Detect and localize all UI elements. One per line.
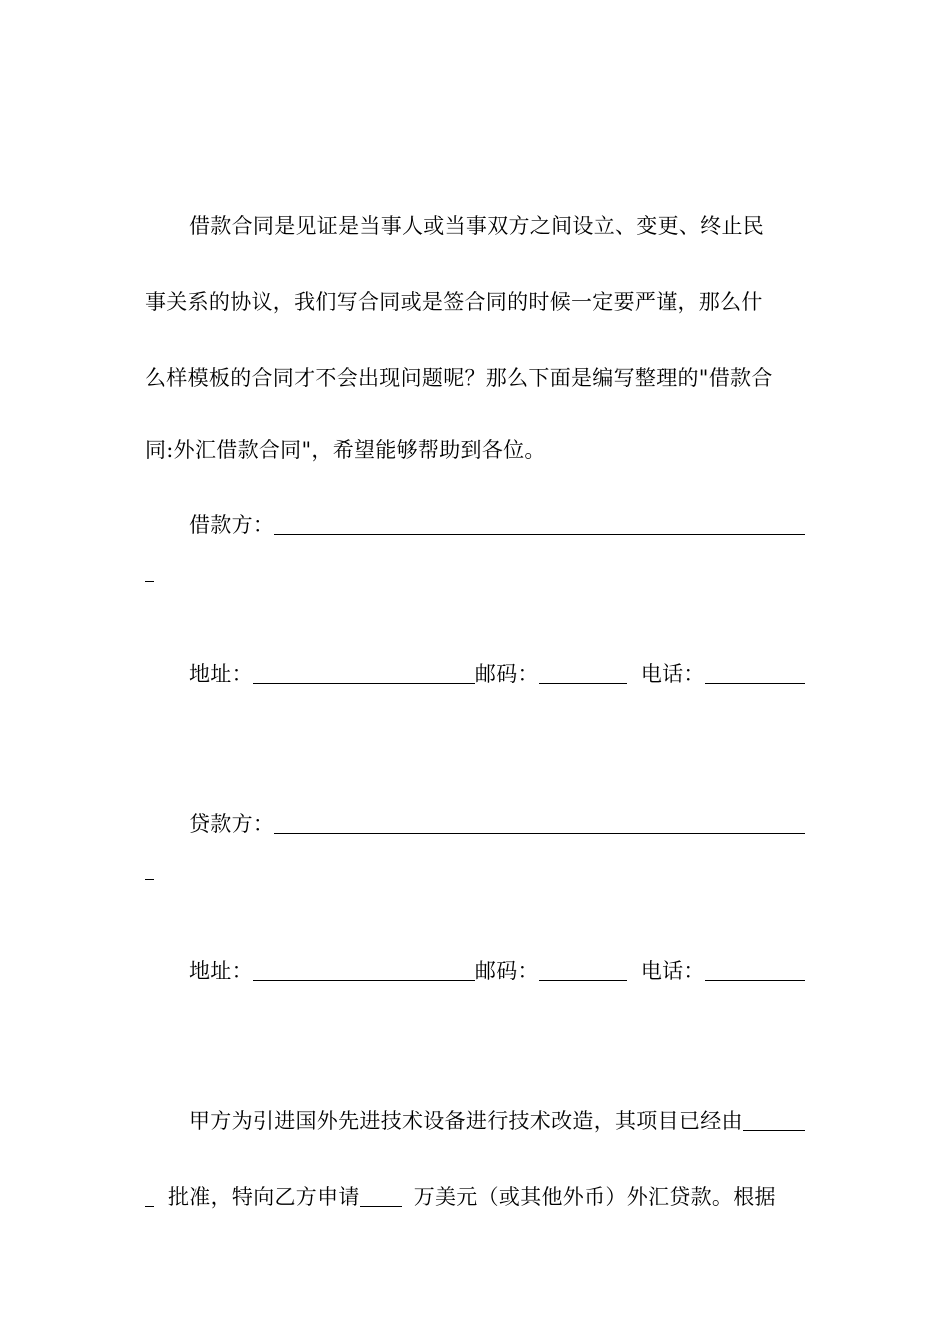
intro-paragraph-line-4: 同:外汇借款合同"，希望能够帮助到各位。 bbox=[145, 438, 546, 462]
borrower-phone-blank[interactable] bbox=[705, 663, 805, 684]
borrower-blank-continuation bbox=[145, 581, 154, 582]
intro-paragraph-line-1: 借款合同是见证是当事人或当事双方之间设立、变更、终止民 bbox=[189, 214, 765, 238]
lender-address-blank[interactable] bbox=[253, 960, 475, 981]
borrower-name-blank[interactable] bbox=[274, 514, 805, 535]
approval-authority-blank-continuation[interactable] bbox=[145, 1186, 154, 1207]
lender-postcode-blank[interactable] bbox=[539, 960, 627, 981]
body-line-1-text: 甲方为引进国外先进技术设备进行技术改造，其项目已经由 bbox=[189, 1109, 743, 1133]
body-line-2 bbox=[145, 1183, 805, 1211]
body-line-2-text-b: 万美元（或其他外币）外汇贷款。根据 bbox=[413, 1185, 776, 1209]
lender-postcode-label: 邮码： bbox=[474, 959, 539, 983]
lender-blank-continuation bbox=[145, 879, 154, 880]
approval-authority-blank[interactable] bbox=[743, 1110, 805, 1131]
intro-paragraph-line-3: 么样模板的合同才不会出现问题呢？那么下面是编写整理的"借款合 bbox=[145, 366, 773, 390]
lender-label: 贷款方： bbox=[189, 812, 275, 836]
borrower-postcode-label: 邮码： bbox=[474, 662, 539, 686]
borrower-address-blank[interactable] bbox=[253, 663, 475, 684]
lender-address-label: 地址： bbox=[189, 959, 253, 983]
lender-row bbox=[189, 810, 805, 838]
borrower-label: 借款方： bbox=[189, 513, 275, 537]
lender-name-blank[interactable] bbox=[274, 813, 805, 834]
body-line-2-text-a: 批准，特向乙方申请 bbox=[168, 1185, 360, 1209]
lender-phone-label: 电话： bbox=[640, 959, 705, 983]
body-line-1 bbox=[189, 1107, 805, 1135]
borrower-row bbox=[189, 511, 805, 539]
intro-paragraph-line-2: 事关系的协议，我们写合同或是签合同的时候一定要严谨，那么什 bbox=[145, 290, 763, 314]
lender-phone-blank[interactable] bbox=[705, 960, 805, 981]
lender-contact-row bbox=[189, 957, 805, 985]
borrower-postcode-blank[interactable] bbox=[539, 663, 627, 684]
loan-amount-blank[interactable] bbox=[360, 1186, 402, 1207]
borrower-address-label: 地址： bbox=[189, 662, 253, 686]
borrower-phone-label: 电话： bbox=[640, 662, 705, 686]
borrower-contact-row bbox=[189, 660, 805, 688]
